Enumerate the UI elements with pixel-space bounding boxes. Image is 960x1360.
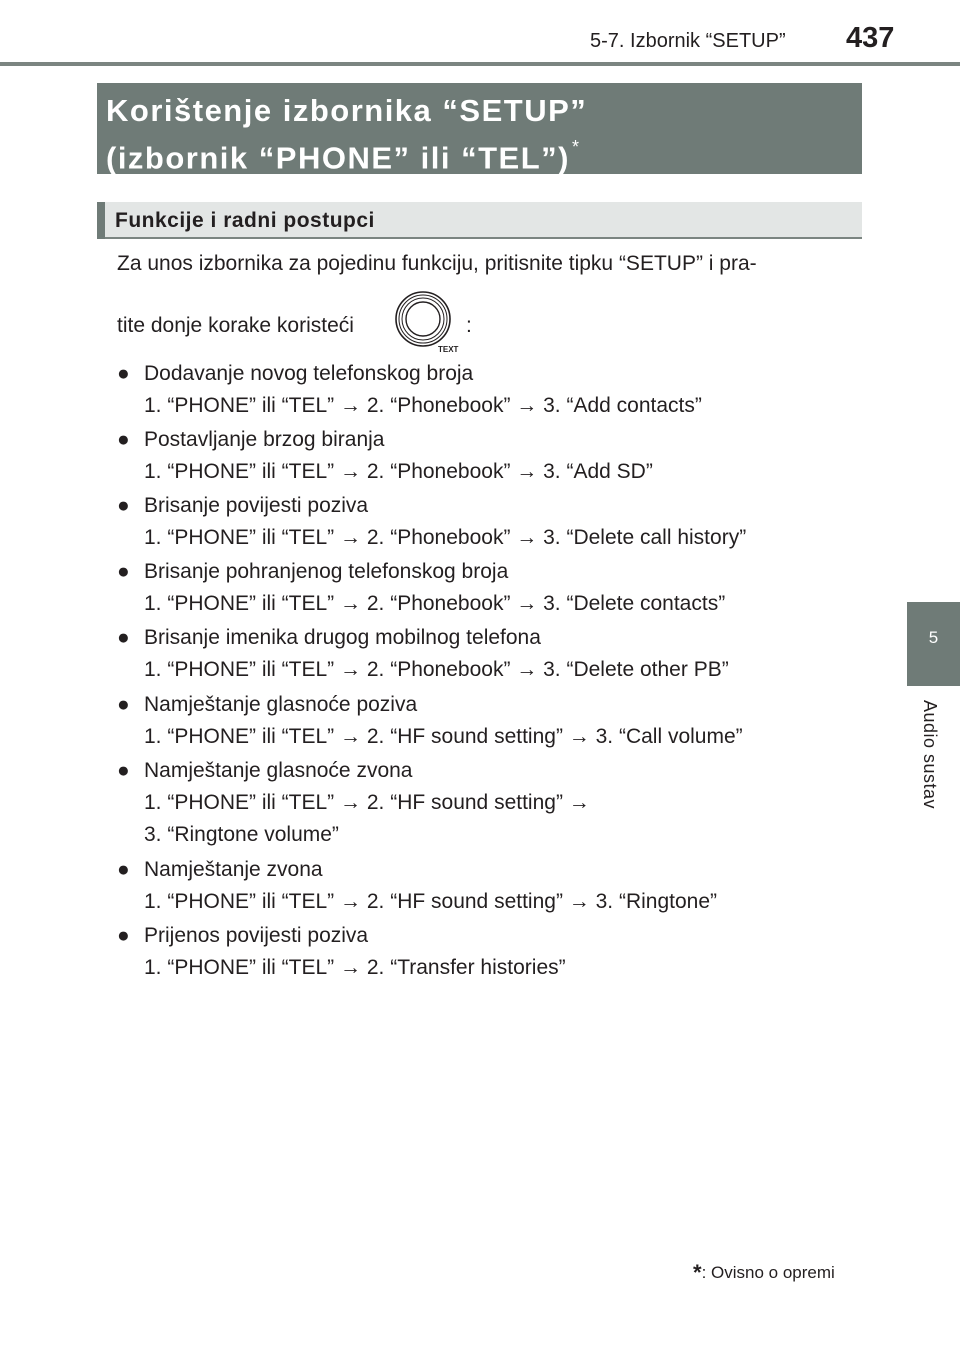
bullet-icon: ● xyxy=(117,858,130,881)
item-title: Prijenos povijesti poziva xyxy=(144,924,369,947)
knob-label: TEXT xyxy=(438,345,459,354)
bullet-icon: ● xyxy=(117,428,130,451)
bullet-icon: ● xyxy=(117,759,130,782)
bullet-icon: ● xyxy=(117,560,130,583)
sub-heading-bar xyxy=(97,202,105,239)
item-step: 1. “PHONE” ili “TEL” → 2. “Phonebook” → 3. “Delete contacts” xyxy=(144,592,726,615)
item-step: 1. “PHONE” ili “TEL” → 2. “Phonebook” → 3. “Add SD” xyxy=(144,460,653,483)
intro-line1: Za unos izbornika za pojedinu funkciju, pritisnite tipku “SETUP” i pra- xyxy=(117,252,757,275)
item-step: 1. “PHONE” ili “TEL” → 2. “Phonebook” → 3. “Add contacts” xyxy=(144,394,702,417)
item-step: 1. “PHONE” ili “TEL” → 2. “HF sound setting” → 3. “Call volume” xyxy=(144,725,743,748)
main-heading-line2: (izbornik “PHONE” ili “TEL”) xyxy=(106,140,570,176)
chapter-label: Audio sustav xyxy=(920,700,940,810)
bullet-icon: ● xyxy=(117,494,130,517)
bullet-icon: ● xyxy=(117,924,130,947)
bullet-icon: ● xyxy=(117,693,130,716)
sub-heading xyxy=(97,202,862,239)
sub-heading-text: Funkcije i radni postupci xyxy=(115,209,375,232)
intro-line2: tite donje korake koristeći xyxy=(117,314,354,337)
item-title: Brisanje pohranjenog telefonskog broja xyxy=(144,560,509,583)
item-step: 1. “PHONE” ili “TEL” → 2. “Phonebook” → 3. “Delete other PB” xyxy=(144,658,729,681)
item-step: 1. “PHONE” ili “TEL” → 2. “HF sound setting” → xyxy=(144,791,590,814)
item-step: 1. “PHONE” ili “TEL” → 2. “Transfer histories” xyxy=(144,956,566,979)
asterisk-icon: * xyxy=(693,1260,702,1285)
bullet-icon: ● xyxy=(117,626,130,649)
item-title: Namještanje glasnoće zvona xyxy=(144,759,413,782)
main-heading xyxy=(97,83,862,174)
section-title: 5-7. Izbornik “SETUP” xyxy=(590,30,786,52)
item-step: 1. “PHONE” ili “TEL” → 2. “HF sound setting” → 3. “Ringtone” xyxy=(144,890,717,913)
item-title: Brisanje imenika drugog mobilnog telefona xyxy=(144,626,541,649)
tune-knob-icon xyxy=(394,290,460,354)
chapter-number: 5 xyxy=(928,628,939,647)
bullet-icon: ● xyxy=(117,362,130,385)
item-title: Namještanje zvona xyxy=(144,858,323,881)
item-title: Dodavanje novog telefonskog broja xyxy=(144,362,474,385)
item-step: 1. “PHONE” ili “TEL” → 2. “Phonebook” → 3. “Delete call history” xyxy=(144,526,747,549)
page-number: 437 xyxy=(846,22,895,54)
item-title: Namještanje glasnoće poziva xyxy=(144,693,418,716)
footnote-text: : Ovisno o opremi xyxy=(701,1263,835,1282)
main-heading-line1: Korištenje izbornika “SETUP” xyxy=(106,93,588,128)
item-step: 3. “Ringtone volume” xyxy=(144,823,339,846)
item-title: Brisanje povijesti poziva xyxy=(144,494,369,517)
item-title: Postavljanje brzog biranja xyxy=(144,428,385,451)
asterisk-marker: * xyxy=(571,137,581,157)
header-divider xyxy=(0,62,960,66)
intro-colon: : xyxy=(466,314,472,337)
chapter-tab xyxy=(907,602,960,686)
main-heading-line2-wrap xyxy=(106,131,862,178)
footnote xyxy=(693,1258,835,1284)
